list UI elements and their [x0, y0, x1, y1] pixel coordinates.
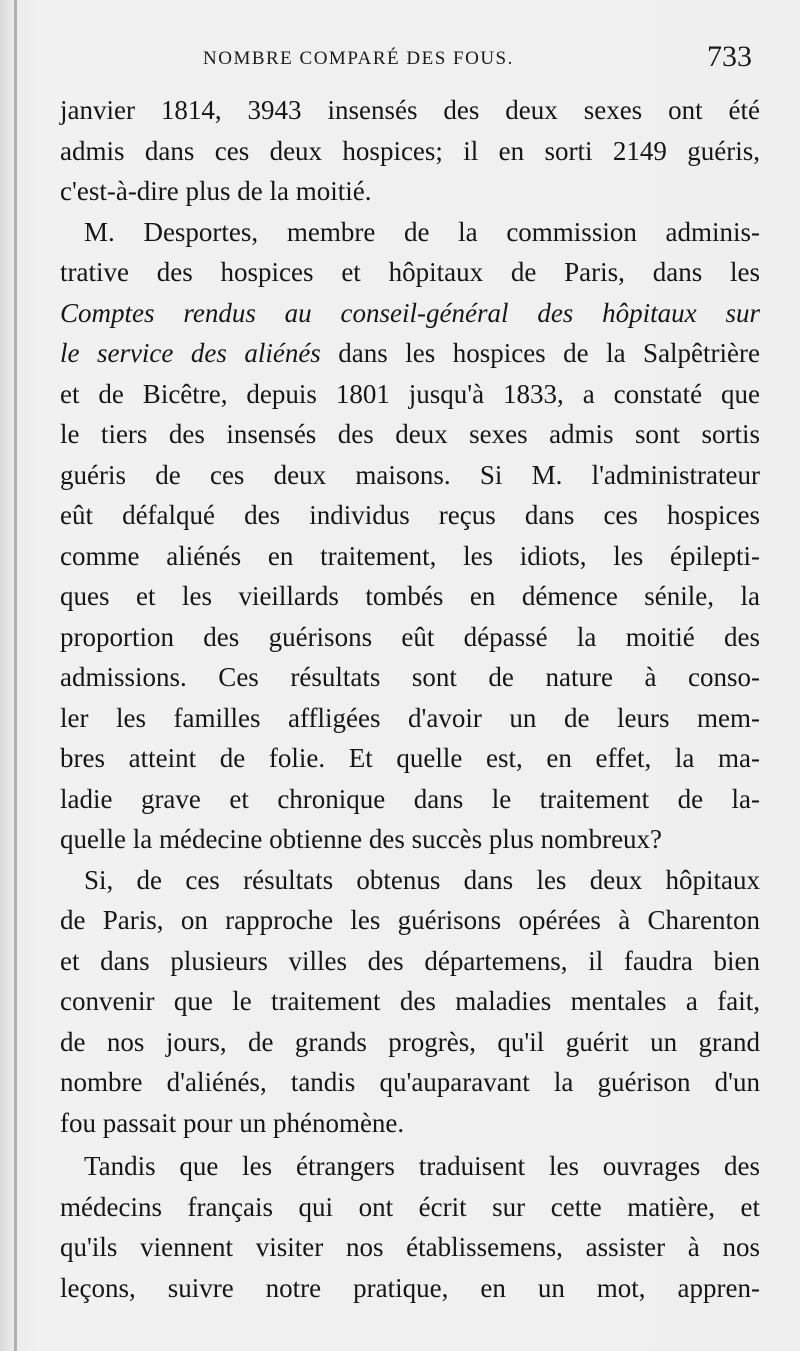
text-line: janvier 1814, 3943 insensés des deux sexes ont été: [60, 95, 760, 125]
page-number: 733: [707, 40, 752, 73]
running-title: NOMBRE COMPARÉ DES FOUS.: [203, 48, 514, 69]
text-line: eût défalqué des individus reçus dans ces hospices: [60, 500, 760, 530]
text-line: convenir que le traitement des maladies mentales a fait,: [60, 986, 760, 1016]
text-line: c'est-à-dire plus de la moitié.: [60, 176, 372, 206]
text-line: proportion des guérisons eût dépassé la moitié des: [60, 621, 760, 652]
text-line: comme aliénés en traitement, les idiots, les épilepti-: [60, 540, 760, 571]
text-segment: dans les hospices de la Salpêtrière: [338, 338, 760, 368]
text-line: guéris de ces deux maisons. Si M. l'administrateur: [60, 459, 760, 490]
text-line: leçons, suivre notre pratique, en un mot, appren-: [60, 1272, 760, 1303]
italic-title-end: le service des aliénés: [60, 338, 321, 368]
text-line: le tiers des insensés des deux sexes admis sont sortis: [60, 419, 760, 449]
text-line: de Paris, on rapproche les guérisons opérées à Charenton: [60, 905, 760, 935]
text-line: Si, de ces résultats obtenus dans les deux hôpitaux: [84, 864, 760, 895]
page-spine-shadow: [14, 0, 17, 1351]
text-line: qu'ils viennent visiter nos établissemens, assister à nos: [60, 1232, 760, 1262]
text-line: médecins français qui ont écrit sur cette matière, et: [60, 1191, 760, 1222]
text-line: de nos jours, de grands progrès, qu'il guérit un grand: [60, 1026, 760, 1057]
text-line: et de Bicêtre, depuis 1801 jusqu'à 1833, a constaté que: [60, 378, 760, 409]
text-line: M. Desportes, membre de la commission adminis-: [84, 216, 760, 247]
text-line: ladie grave et chronique dans le traitement de la-: [60, 783, 760, 814]
body-text: [60, 90, 760, 1308]
text-line: admissions. Ces résultats sont de nature à conso-: [60, 662, 760, 692]
text-line-mixed: [60, 333, 760, 374]
text-line: quelle la médecine obtienne des succès plus nombreux?: [60, 824, 663, 854]
text-line: ler les familles affligées d'avoir un de leurs mem-: [60, 702, 760, 733]
italic-title: Comptes rendus au conseil-général des hôpitaux sur: [60, 297, 760, 328]
text-line: nombre d'aliénés, tandis qu'auparavant la guérison d'un: [60, 1067, 760, 1097]
text-line: fou passait pour un phénomène.: [60, 1107, 405, 1138]
text-line: admis dans ces deux hospices; il en sorti 2149 guéris,: [60, 135, 760, 166]
text-line: Tandis que les étrangers traduisent les ouvrages des: [84, 1151, 760, 1181]
text-line: ques et les vieillards tombés en démence sénile, la: [60, 581, 760, 611]
page-header: [60, 40, 760, 84]
text-line: bres atteint de folie. Et quelle est, en effet, la ma-: [60, 743, 760, 773]
text-line: trative des hospices et hôpitaux de Paris, dans les: [60, 257, 760, 287]
text-line: et dans plusieurs villes des départemens, il faudra bien: [60, 945, 760, 976]
text-line-italic: [60, 293, 760, 334]
